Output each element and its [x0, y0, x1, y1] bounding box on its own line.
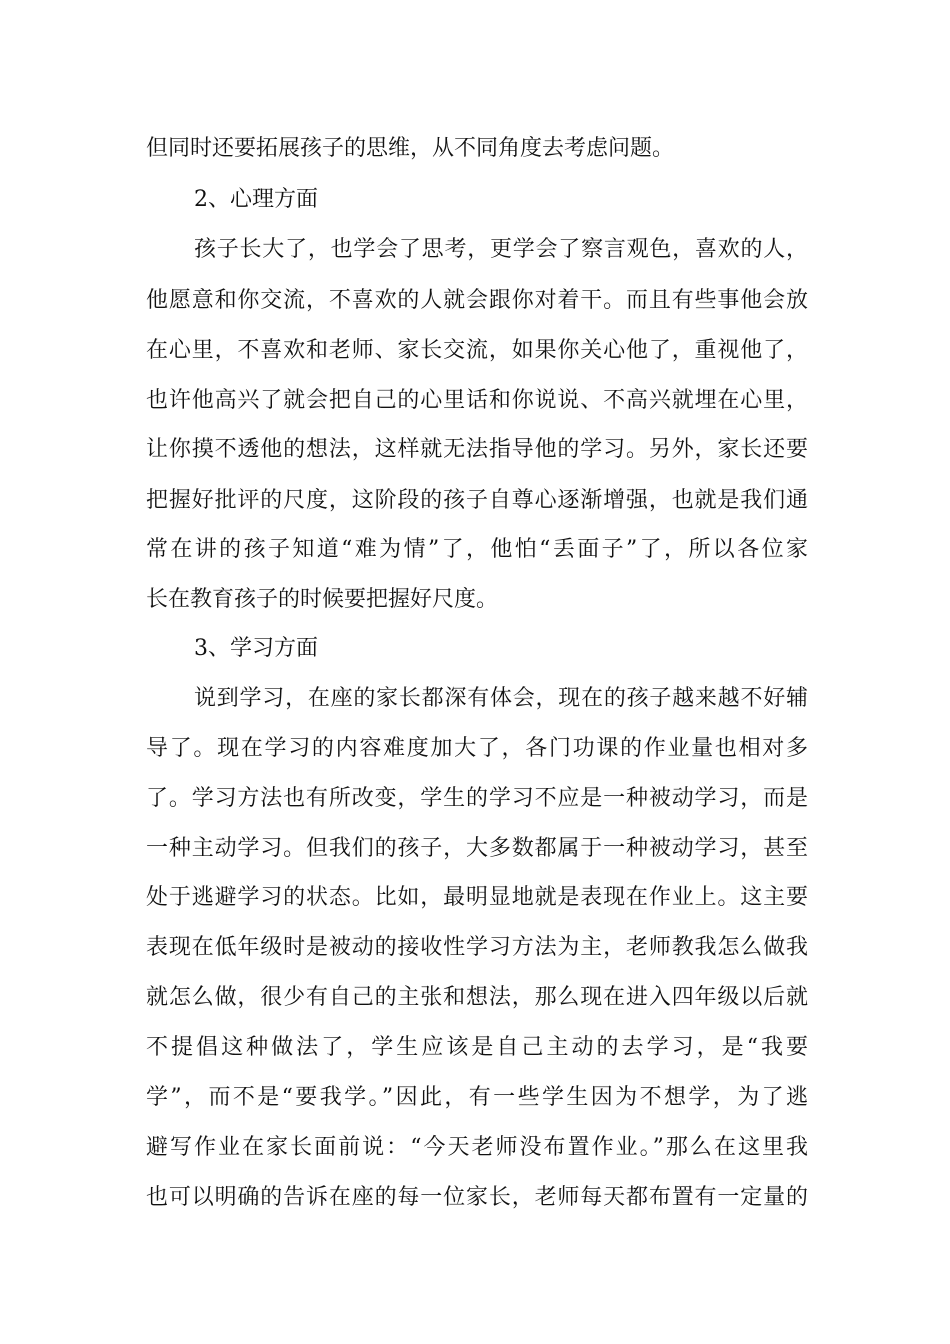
paragraph-line: 在心里，不喜欢和老师、家长交流，如果你关心他了，重视他了，	[146, 338, 808, 363]
paragraph-line: 让你摸不透他的想法，这样就无法指导他的学习。另外，家长还要	[146, 437, 808, 462]
paragraph-line: 了。学习方法也有所改变，学生的学习不应是一种被动学习，而是	[146, 786, 808, 811]
paragraph-line: 不提倡这种做法了，学生应该是自己主动的去学习，是“我要	[146, 1035, 808, 1060]
paragraph-line: 但同时还要拓展孩子的思维，从不同角度去考虑问题。	[146, 136, 675, 161]
section-heading-psychology: 2、心理方面	[194, 187, 318, 212]
paragraph-line: 也许他高兴了就会把自己的心里话和你说说、不高兴就埋在心里，	[146, 388, 808, 413]
paragraph-line: 就怎么做，很少有自己的主张和想法，那么现在进入四年级以后就	[146, 985, 808, 1010]
paragraph-line: 他愿意和你交流，不喜欢的人就会跟你对着干。而且有些事他会放	[146, 288, 808, 313]
paragraph-line: 表现在低年级时是被动的接收性学习方法为主，老师教我怎么做我	[146, 935, 808, 960]
section-heading-study: 3、学习方面	[194, 636, 318, 661]
paragraph-line: 常在讲的孩子知道“难为情”了，他怕“丢面子”了，所以各位家	[146, 537, 808, 562]
paragraph-line: 处于逃避学习的状态。比如，最明显地就是表现在作业上。这主要	[146, 885, 808, 910]
paragraph-line: 说到学习，在座的家长都深有体会，现在的孩子越来越不好辅	[194, 686, 808, 711]
paragraph-line: 学”，而不是“要我学。”因此，有一些学生因为不想学，为了逃	[146, 1085, 808, 1110]
paragraph-line: 也可以明确的告诉在座的每一位家长，老师每天都布置有一定量的	[146, 1185, 808, 1210]
paragraph-line: 导了。现在学习的内容难度加大了，各门功课的作业量也相对多	[146, 736, 808, 761]
paragraph-line: 避写作业在家长面前说：“今天老师没布置作业。”那么在这里我	[146, 1135, 808, 1160]
paragraph-line: 长在教育孩子的时候要把握好尺度。	[146, 587, 499, 612]
paragraph-line: 一种主动学习。但我们的孩子，大多数都属于一种被动学习，甚至	[146, 836, 808, 861]
paragraph-line: 把握好批评的尺度，这阶段的孩子自尊心逐渐增强，也就是我们通	[146, 488, 808, 513]
paragraph-line: 孩子长大了，也学会了思考，更学会了察言观色，喜欢的人，	[194, 237, 808, 262]
